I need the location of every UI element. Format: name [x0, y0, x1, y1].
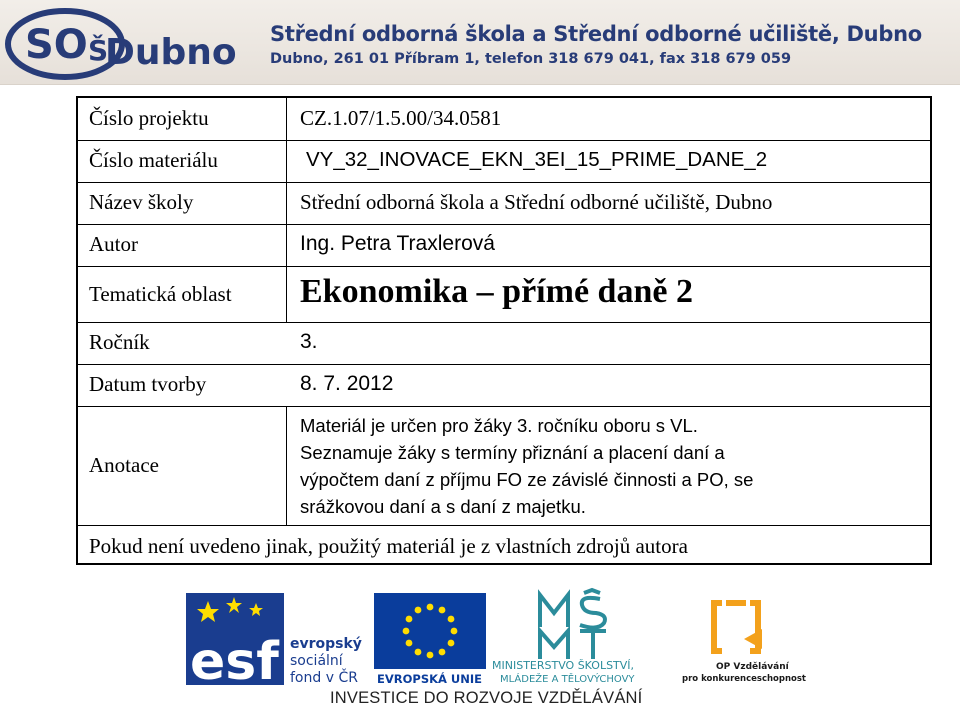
label-school-name: Název školy [89, 190, 194, 214]
header-banner [0, 0, 960, 85]
value-school-name: Střední odborná škola a Střední odborné učiliště, Dubno [300, 190, 773, 214]
label-material-number: Číslo materiálu [89, 148, 218, 172]
project-info-table [76, 96, 932, 565]
annotation-line: srážkovou daní a s daní z majetku. [300, 496, 586, 517]
label-annotation: Anotace [89, 453, 159, 477]
value-annotation [300, 412, 753, 520]
value-grade: 3. [300, 330, 318, 353]
label-project-number: Číslo projektu [89, 106, 209, 130]
table-row [78, 224, 930, 267]
msmt-logo [492, 589, 672, 685]
msmt-line2: MLÁDEŽE A TĚLOVÝCHOVY [500, 674, 635, 685]
eu-flag-icon [374, 593, 486, 685]
annotation-line: výpočtem daní z příjmu FO ze závislé činnosti a PO, se [300, 469, 754, 490]
value-project-number: CZ.1.07/1.5.00/34.0581 [300, 106, 502, 130]
label-creation-date: Datum tvorby [89, 372, 207, 396]
slogan: INVESTICE DO ROZVOJE VZDĚLÁVÁNÍ [330, 689, 643, 707]
annotation-line: Seznamuje žáky s termíny přiznání a placení daní a [300, 442, 725, 463]
column-divider [286, 406, 287, 525]
eu-logo [374, 593, 486, 685]
school-logo [5, 6, 237, 80]
value-creation-date: 8. 7. 2012 [300, 372, 394, 395]
label-author: Autor [89, 232, 138, 256]
table-row [78, 322, 930, 365]
esf-mark-icon [186, 593, 366, 692]
eu-caption: EVROPSKÁ UNIE [377, 672, 483, 686]
header-address: Dubno, 261 01 Příbram 1, telefon 318 679 041, fax 318 679 059 [270, 51, 792, 67]
logo-text-s: Š [88, 34, 109, 67]
header-school-name: Střední odborná škola a Střední odborné učiliště, Dubno [270, 22, 922, 46]
source-note: Pokud není uvedeno jinak, použitý materiál je z vlastních zdrojů autora [89, 534, 688, 558]
esf-mark-text: esf [190, 632, 279, 692]
msmt-line1: MINISTERSTVO ŠKOLSTVÍ, [492, 659, 635, 672]
esf-line1: evropský [290, 636, 362, 652]
op-vk-mark-icon [682, 593, 812, 685]
logo-text-so: SO [25, 22, 88, 68]
esf-logo [186, 593, 366, 692]
value-author: Ing. Petra Traxlerová [300, 232, 495, 255]
esf-line3: fond v ČR [290, 670, 358, 686]
column-divider [286, 98, 287, 322]
esf-line2: sociální [290, 653, 343, 669]
label-topic-area: Tematická oblast [89, 282, 232, 306]
label-grade: Ročník [89, 330, 150, 354]
value-material-number: VY_32_INOVACE_EKN_3EI_15_PRIME_DANE_2 [306, 148, 768, 171]
msmt-mark-icon [492, 589, 672, 685]
logo-text-dubno: Dubno [105, 32, 237, 73]
funding-logos [0, 585, 960, 711]
value-topic-area: Ekonomika – přímé daně 2 [300, 273, 693, 310]
annotation-line: Materiál je určen pro žáky 3. ročníku oboru s VL. [300, 415, 698, 436]
op-vk-logo [682, 593, 812, 685]
op-line1: OP Vzdělávání [716, 662, 789, 672]
op-line2: pro konkurenceschopnost [682, 674, 806, 684]
